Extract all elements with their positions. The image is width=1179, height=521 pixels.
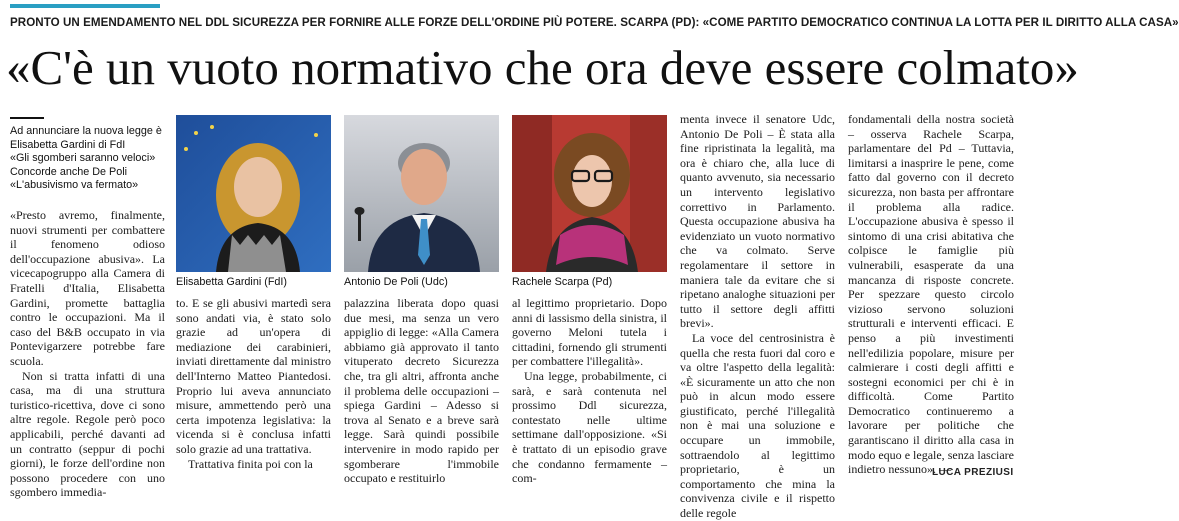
paragraph: to. E se gli abusivi martedì sera sono andati via, è stato solo grazie ad un'opera di mediazione dei carabinieri, inviati direttamente dal ministro dell'Interno Matteo Piantedosi. Proprio lui aveva annunciato misure, ammettendo però una certa impotenza legislativa: la vicenda si è conclusa infatti solo grazie ad una trattativa. — [176, 296, 331, 456]
byline: LUCA PREZIUSI — [932, 467, 1014, 478]
article-column-5 — [680, 112, 835, 521]
paragraph: Una legge, probabilmente, ci sarà, e sarà contenuta nel prossimo Ddl sicurezza, contestato nelle ultime settimane dall'opposizione. «Si è trattato di un episodio grave che condanno fermamente – com- — [512, 368, 667, 486]
summary-line: Ad annunciare la nuova legge è Elisabetta Gardini di FdI — [10, 125, 162, 151]
paragraph: «Presto avremo, finalmente, nuovi strumenti per combattere il fenomeno odioso dell'occupazione abusiva». La vicecapogruppo alla Camera di Fratelli d'Italia, Elisabetta Gardini, promette battaglia contro le occupazioni. Ma il caso del B&B occupato in via Pontevigarzere potrebbe fare scuola. — [10, 208, 165, 368]
paragraph: menta invece il senatore Udc, Antonio De Poli – È stata alla fine ripristinata la legalità, ma ora è chiaro che, alla luce di quanto avvenuto, sia necessario un intervento legislativo correttivo in Parlamento. Questa occupazione abusiva ha evidenziato un vuoto normativo che va colmato. Serve regolamentare il settore in maniera tale da evitare che si ripetano analoghe situazioni per tutto il settore degli affitti brevi». — [680, 112, 835, 331]
portrait-image-gardini — [176, 115, 331, 272]
headline: «C'è un vuoto normativo che ora deve essere colmato» — [6, 40, 1079, 95]
summary-line: «Gli sgomberi saranno veloci» Concorde anche De Poli — [10, 152, 156, 178]
photo-gardini — [176, 115, 331, 272]
summary-rule — [10, 117, 44, 119]
photo-scarpa — [512, 115, 667, 272]
portrait-image-scarpa — [512, 115, 667, 272]
summary-box — [10, 125, 170, 193]
photo-caption: Antonio De Poli (Udc) — [344, 276, 448, 288]
section-accent-bar — [10, 4, 160, 8]
paragraph: Non si tratta infatti di una casa, ma di una struttura turistico-ricettiva, dove ci sono altre regole. Regole però poco applicabili, perché davanti ad un contratto (seppur di pochi giorni), le forze dell'ordine non possono procedere con uno sgombero immedia- — [10, 368, 165, 500]
paragraph: Trattativa finita poi con la — [188, 456, 313, 471]
paragraph: palazzina liberata dopo quasi due mesi, ma senza un vero appiglio di legge: «Alla Camera abbiamo già approvato il tanto vituperato decreto Sicurezza che, tra gli altri, affronta anche il problema delle occupazioni – spiega Gardini – Adesso si trova al Senato e a breve sarà legge. Sarà quindi possibile intervenire in modo rapido per sgomberare l'immobile occupato e restituirlo — [344, 296, 499, 486]
photo-caption: Rachele Scarpa (Pd) — [512, 276, 613, 288]
article-column-4 — [512, 296, 667, 486]
article-column-6 — [848, 112, 1014, 477]
paragraph: al legittimo proprietario. Dopo anni di lassismo della sinistra, il governo Meloni tutela i cittadini, fornendo gli strumenti per combattere l'illegalità». — [512, 296, 667, 369]
portrait-image-de-poli — [344, 115, 499, 272]
paragraph: La voce del centrosinistra è quella che resta fuori dal coro e va oltre l'aspetto della legalità: «È sicuramente un atto che non può in alcun modo essere giustificato, perché l'illegalità non è mai una soluzione e occupare un immobile, sottraendolo al legittimo proprietario, è un comportamento che mina la convivenza civile e il rispetto delle regole — [680, 330, 835, 521]
paragraph: fondamentali della nostra società – osserva Rachele Scarpa, parlamentare del Pd – Tuttavia, limitarsi a inasprire le pene, come fatto dal governo con il decreto sicurezza, non basta per affrontare il problema alla radice. L'occupazione abusiva è spesso il sintomo di una crisi abitativa che colpisce le famiglie più vulnerabili, esasperate da una mancanza di risposte concrete. Per spezzare questo circolo vizioso servono soluzioni strutturali e interventi efficaci. E penso a più investimenti nell'edilizia popolare, misure per calmierare i costi degli affitti e sostegni economici per chi è in difficoltà. Come Partito Democratico continueremo a lavorare per politiche che garantiscano il diritto alla casa in modo equo e legale, senza lasciare indietro nessuno». — — [848, 112, 1014, 477]
photo-de-poli — [344, 115, 499, 272]
kicker: PRONTO UN EMENDAMENTO NEL DDL SICUREZZA PER FORNIRE ALLE FORZE DELL'ORDINE PIÙ POTERE. SCARPA (PD): «COME PARTITO DEMOCRATICO CONTINUA LA LOTTA PER IL DIRITTO ALLA CASA» — [10, 16, 1179, 29]
article-column-2 — [176, 296, 331, 471]
article-column-3 — [344, 296, 499, 486]
article-column-1 — [10, 208, 165, 500]
photo-caption: Elisabetta Gardini (FdI) — [176, 276, 288, 288]
summary-line: «L'abusivismo va fermato» — [10, 179, 139, 192]
